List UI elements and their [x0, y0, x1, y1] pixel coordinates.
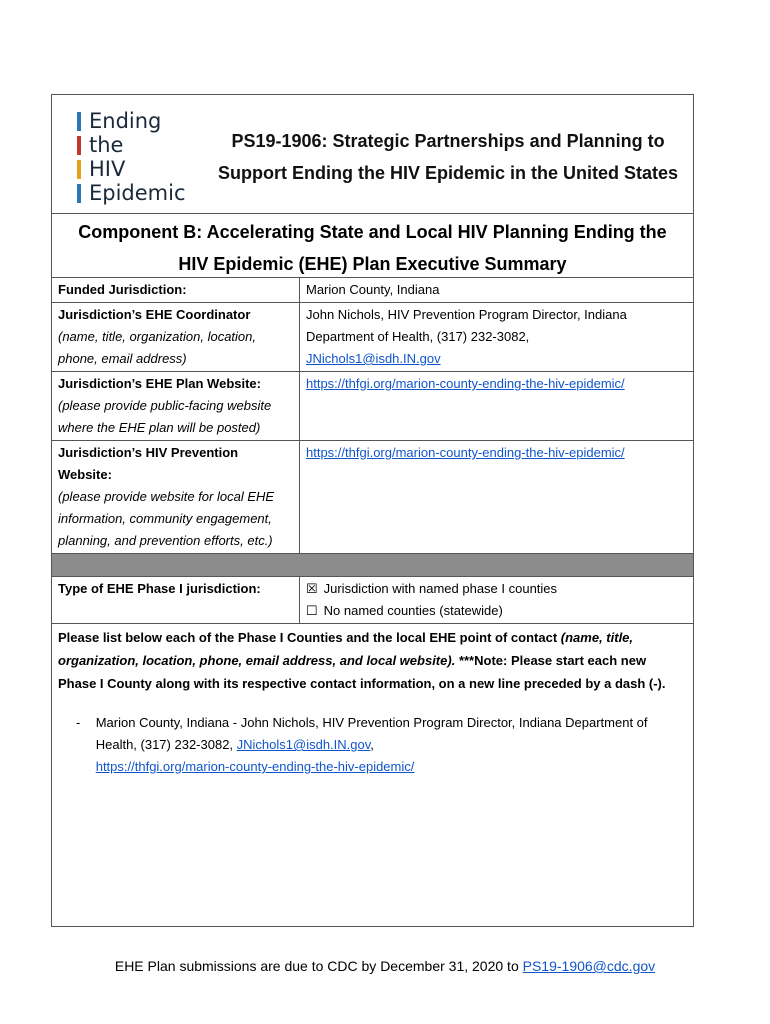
county-url-link[interactable]: https://thfgi.org/marion-county-ending-the-hiv-epidemic/ — [95, 759, 415, 774]
type-label: Type of EHE Phase I jurisdiction: — [52, 577, 300, 623]
logo-bar-2 — [77, 136, 81, 155]
plan-label: Jurisdiction’s EHE Plan Website: — [58, 376, 261, 391]
header — [52, 95, 693, 213]
coordinator-label: Jurisdiction’s EHE Coordinator — [58, 307, 251, 322]
logo-bar-1 — [77, 112, 81, 131]
prevention-hint: (please provide website for local EHE information, community engagement, planning, and prevention efforts, etc.) — [58, 489, 275, 548]
table-row — [52, 576, 693, 623]
summary-table — [52, 277, 693, 623]
list-item — [52, 712, 693, 778]
logo-word: Epidemic — [89, 181, 186, 205]
type-options — [300, 577, 693, 623]
component-heading — [52, 213, 693, 277]
logo-word: HIV — [89, 157, 126, 181]
coordinator-email-link[interactable]: JNichols1@isdh.IN.gov — [306, 351, 441, 366]
comma: , — [370, 737, 374, 752]
table-row — [52, 371, 693, 440]
coordinator-hint: (name, title, organization, location, phone, email address) — [58, 329, 256, 366]
prevention-label: Jurisdiction’s HIV Prevention Website: — [58, 445, 239, 482]
list-dash: - — [76, 715, 81, 730]
prevention-url-link[interactable]: https://thfgi.org/marion-county-ending-the-hiv-epidemic/ — [306, 445, 625, 460]
prevention-label-cell — [52, 441, 300, 553]
grey-separator — [52, 553, 693, 576]
funded-label: Funded Jurisdiction: — [52, 278, 300, 302]
plan-label-cell — [52, 372, 300, 440]
list-item-text — [96, 712, 683, 778]
instructions-c: ***Note: Please start each new Phase I County along with its respective contact information, on a new line preceded by a dash (-). — [58, 653, 666, 691]
prevention-value-cell — [300, 441, 693, 553]
footer-email-link[interactable]: PS19-1906@cdc.gov — [522, 958, 656, 974]
instructions-a: Please list below each of the Phase I Counties and the local EHE point of contact — [58, 630, 558, 645]
funded-value: Marion County, Indiana — [306, 282, 440, 297]
coordinator-value: John Nichols, HIV Prevention Program Director, Indiana Department of Health, (317) 232-3082, — [306, 307, 627, 344]
option-statewide: No named counties (statewide) — [323, 603, 503, 618]
instructions-b: (name, title, organization, location, phone, email address, and local website). — [58, 630, 634, 668]
county-contact: Marion County, Indiana - John Nichols, HIV Prevention Program Director, Indiana Department of Health, (317) 232-3082, — [95, 715, 648, 752]
county-email-link[interactable]: JNichols1@isdh.IN.gov — [236, 737, 371, 752]
logo-word: Ending — [89, 109, 162, 133]
plan-value-cell — [300, 372, 693, 440]
phase-instructions — [52, 624, 693, 697]
form-frame — [51, 94, 694, 927]
ehe-logo — [77, 109, 186, 205]
logo-bar-3 — [77, 160, 81, 179]
unchecked-box-icon[interactable]: ☐ — [306, 603, 318, 618]
phase-counties-section — [52, 623, 693, 778]
table-row — [52, 440, 693, 553]
table-row — [52, 277, 693, 302]
footer — [0, 958, 770, 974]
checked-box-icon[interactable]: ☒ — [306, 581, 318, 596]
title-line-1: PS19-1906: Strategic Partnerships and Planning to — [231, 131, 665, 151]
coordinator-value-cell — [300, 303, 693, 371]
title-line-2: Support Ending the HIV Epidemic in the United States — [217, 163, 679, 183]
table-row — [52, 302, 693, 371]
plan-url-link[interactable]: https://thfgi.org/marion-county-ending-the-hiv-epidemic/ — [306, 376, 625, 391]
component-line-2: HIV Epidemic (EHE) Plan Executive Summary — [178, 254, 567, 274]
component-line-1: Component B: Accelerating State and Local HIV Planning Ending the — [78, 222, 667, 242]
footer-text: EHE Plan submissions are due to CDC by December 31, 2020 to — [114, 958, 519, 974]
logo-bar-4 — [77, 184, 81, 203]
plan-hint: (please provide public-facing website where the EHE plan will be posted) — [58, 398, 272, 435]
option-named-counties: Jurisdiction with named phase I counties — [323, 581, 558, 596]
coordinator-label-cell — [52, 303, 300, 371]
page-title — [202, 125, 694, 189]
logo-word: the — [89, 133, 124, 157]
